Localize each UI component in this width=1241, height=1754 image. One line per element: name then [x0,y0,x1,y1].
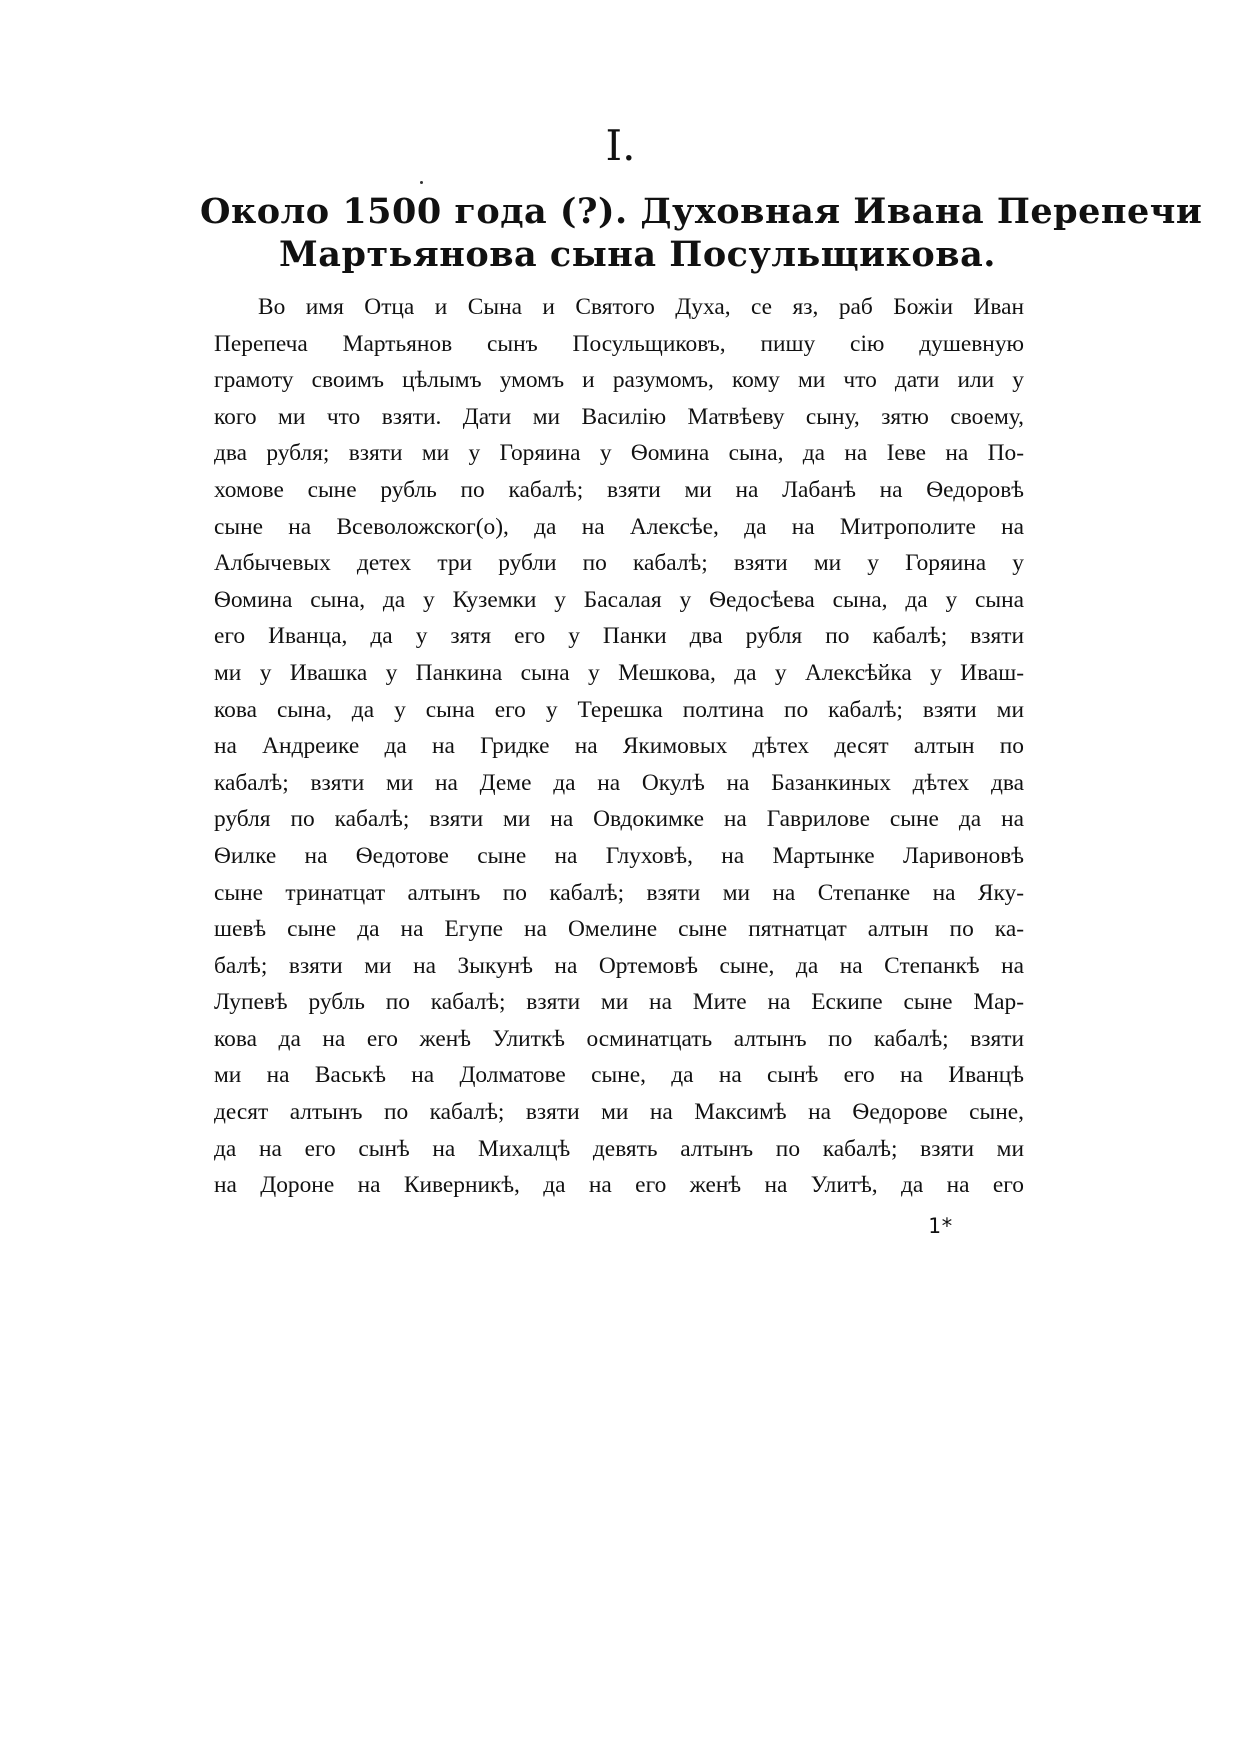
text-line: сыне на Всеволожског(о), да на Алексѣе, да на Митрополите на [214,513,1024,540]
text-line: хомове сыне рубль по кабалѣ; взяти ми на Лабанѣ на Ѳедоровѣ [214,476,1024,503]
text-line: Ѳомина сына, да у Куземки у Басалая у Ѳедосѣева сына, да у сына [214,586,1024,613]
title-line: Около 1500 года (?). Духовная Ивана Перепечи [200,191,1203,232]
text-line: на Андреике да на Гридке на Якимовых дѣтех десят алтын по [214,733,1024,760]
text-line: Во имя Отца и Сына и Святого Духа, се яз, раб Божіи Иван [258,294,1024,320]
text-line: да на его сынѣ на Михалцѣ девять алтынъ по кабалѣ; взяти ми [214,1135,1024,1162]
text-line: Перепеча Мартьянов сынъ Посульщиковъ, пишу сію душевную [214,330,1024,357]
text-line: его Иванца, да у зятя его у Панки два рубля по кабалѣ; взяти [214,623,1024,650]
section-numeral: I. [605,121,636,170]
text-line: сыне тринатцат алтынъ по кабалѣ; взяти ми на Степанке на Яку- [214,879,1024,906]
text-line: кова да на его женѣ Улиткѣ осминатцать алтынъ по кабалѣ; взяти [214,1025,1024,1052]
text-line: ми у Ивашка у Панкина сына у Мешкова, да у Алексѣйка у Иваш- [214,659,1024,686]
page-signature: 1* [928,1214,954,1238]
text-line: ми на Васькѣ на Долматове сыне, да на сынѣ его на Иванцѣ [214,1062,1024,1089]
text-line: балѣ; взяти ми на Зыкунѣ на Ортемовѣ сыне, да на Степанкѣ на [214,952,1024,979]
text-line: кова сына, да у сына его у Терешка полтина по кабалѣ; взяти ми [214,696,1024,723]
body-text [214,289,1024,1204]
text-line: грамоту своимъ цѣлымъ умомъ и разумомъ, кому ми что дати или у [214,367,1024,394]
text-line: два рубля; взяти ми у Горяина у Ѳомина сына, да на Іеве на По- [214,440,1024,467]
print-speck [420,181,423,184]
text-line: кого ми что взяти. Дати ми Василію Матвѣеву сыну, зятю своему, [214,403,1024,430]
text-line: десят алтынъ по кабалѣ; взяти ми на Максимѣ на Ѳедорове сыне, [214,1099,1024,1126]
text-line: Ѳилке на Ѳедотове сыне на Глуховѣ, на Мартынке Ларивоновѣ [214,842,1024,869]
text-line: Лупевѣ рубль по кабалѣ; взяти ми на Мите на Ескипе сыне Мар- [214,989,1024,1016]
document-title [200,190,1203,276]
text-line: кабалѣ; взяти ми на Деме да на Окулѣ на Базанкиных дѣтех два [214,769,1024,796]
text-line: шевѣ сыне да на Егупе на Омелине сыне пятнатцат алтын по ка- [214,916,1024,943]
text-line: рубля по кабалѣ; взяти ми на Овдокимке на Гаврилове сыне да на [214,806,1024,833]
text-line: Албычевых детех три рубли по кабалѣ; взяти ми у Горяина у [214,550,1024,577]
text-line: на Дороне на Киверникѣ, да на его женѣ на Улитѣ, да на его [214,1172,1024,1199]
title-line: Мартьянова сына Посульщикова. [279,234,996,275]
